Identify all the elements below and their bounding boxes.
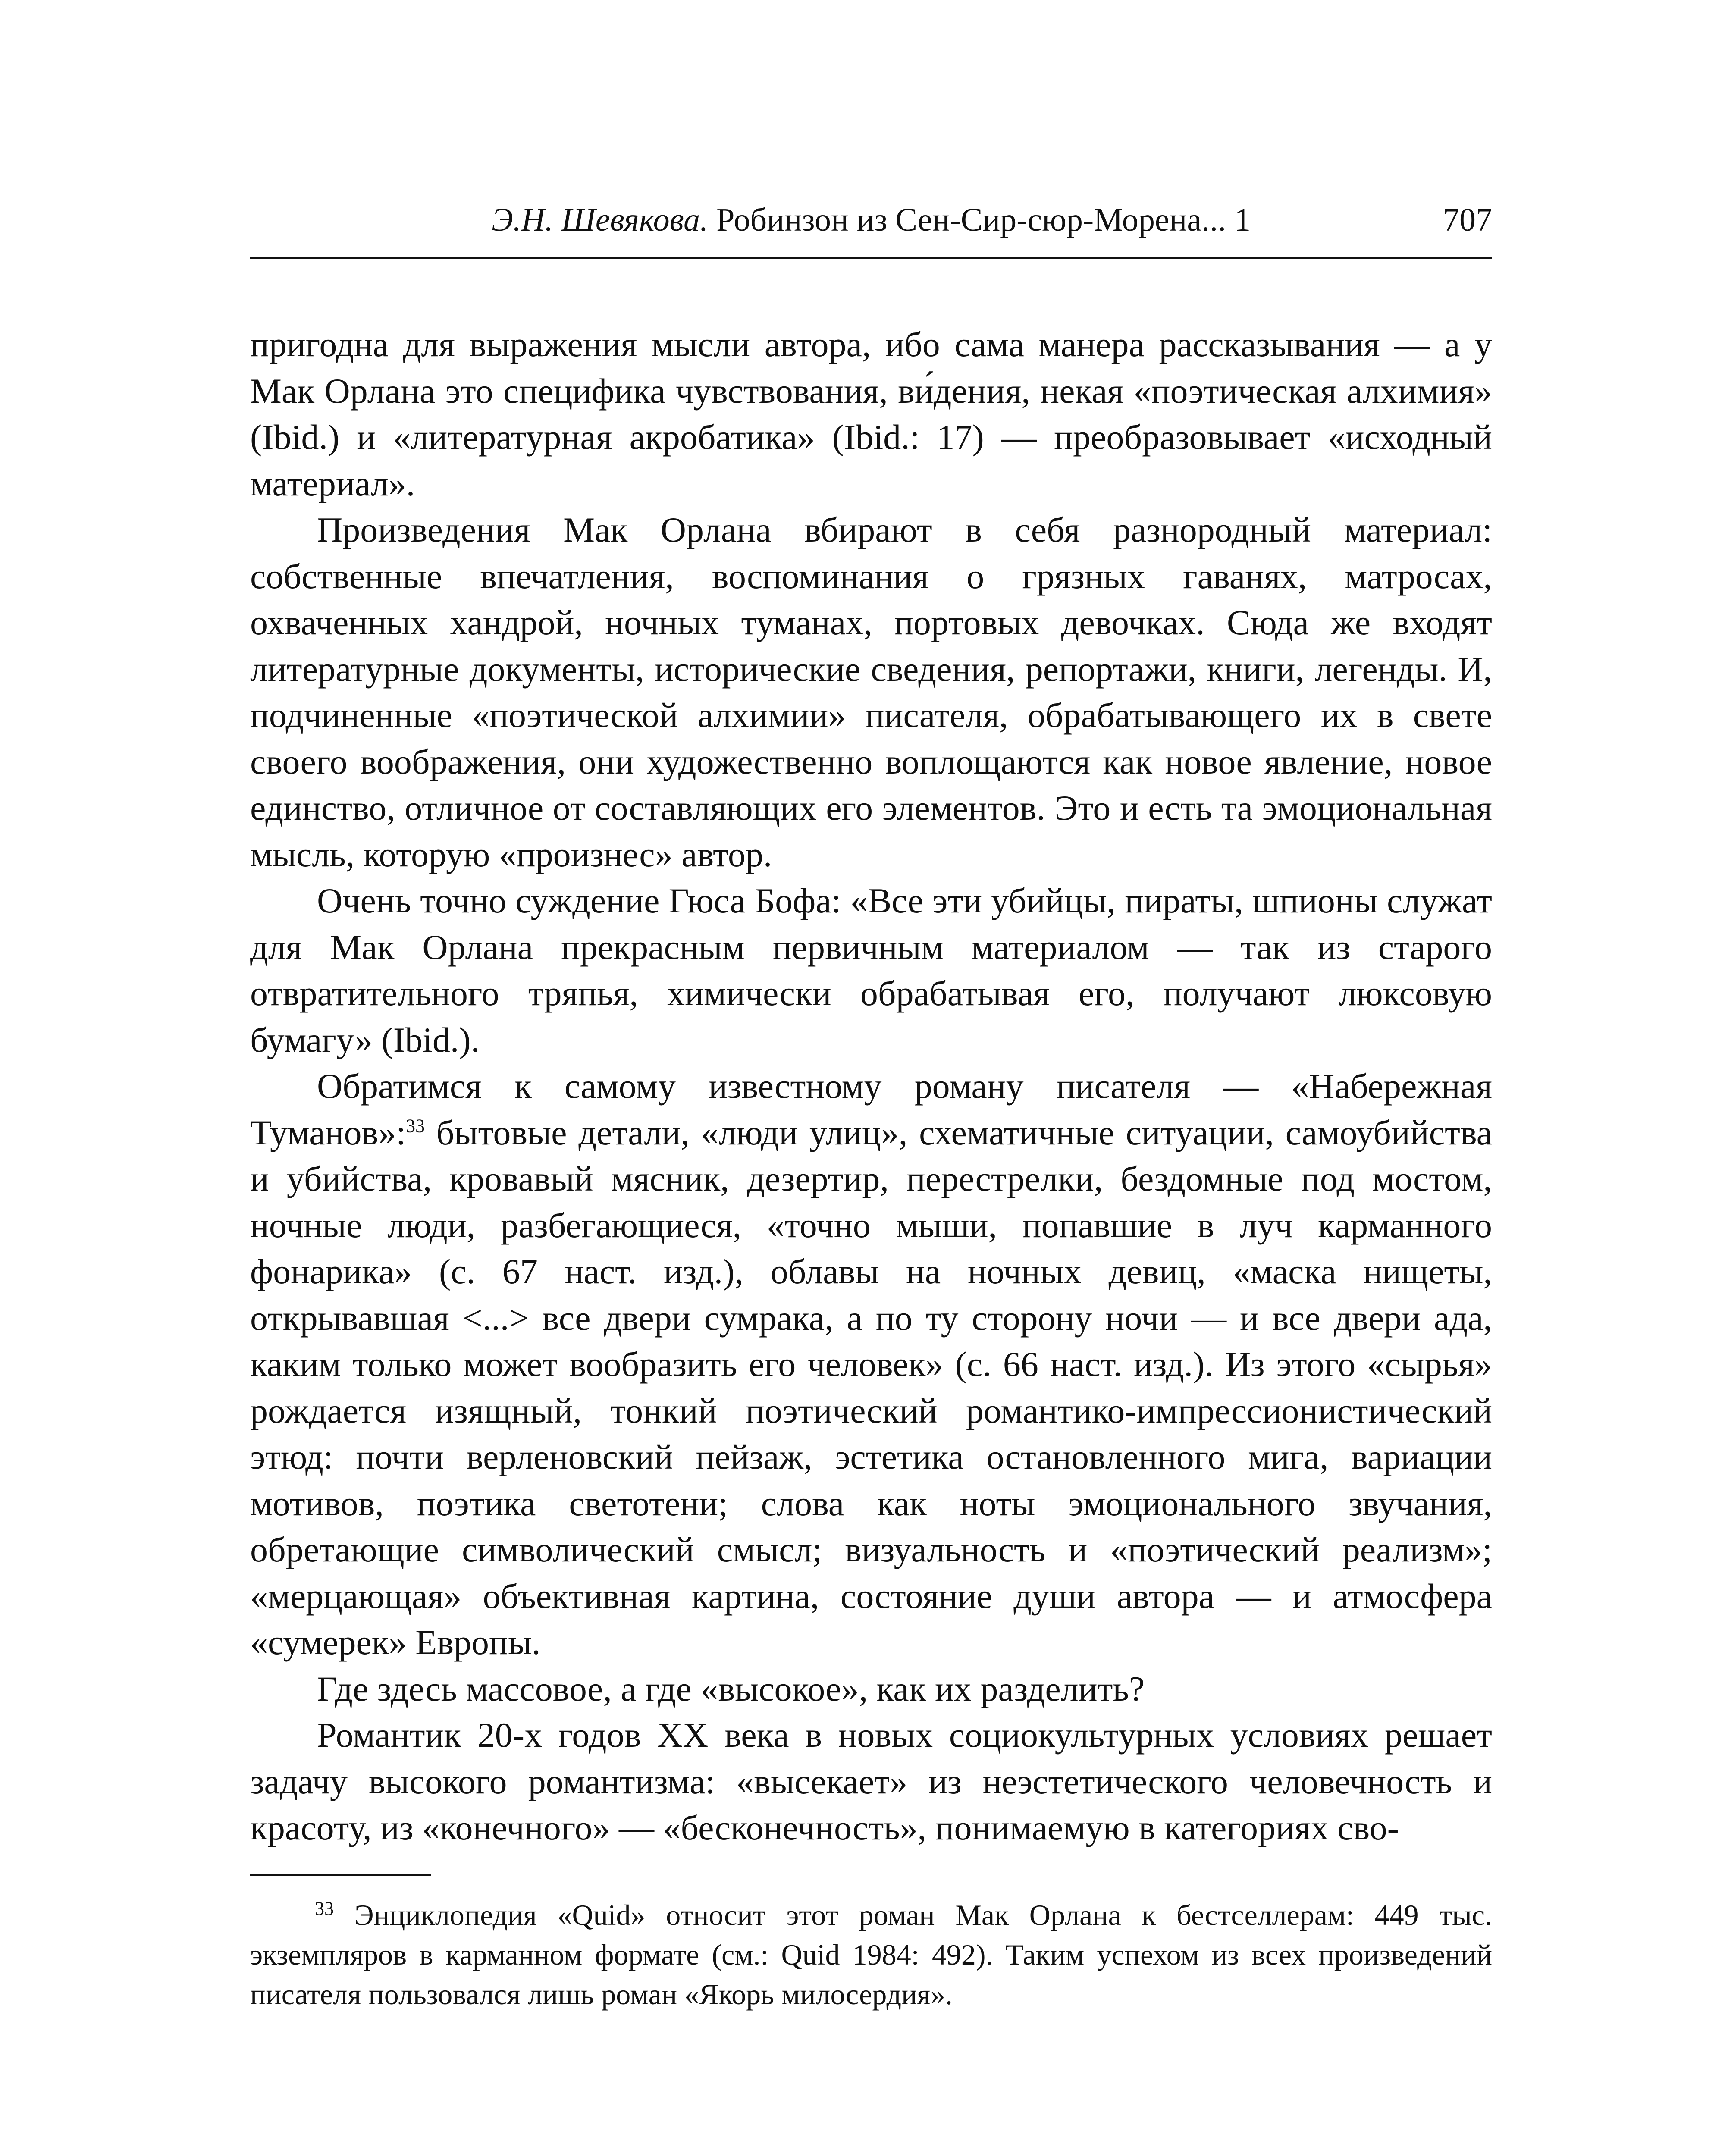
paragraph-4-rest: бытовые детали, «люди улиц», схематичные ситуации, самоубийства и убийства, кровавый мясник, дезертир, перестрелки, бездомные под мостом, ночные люди, разбегающиеся, «точно мыши, попавшие в луч карманного фонарика» (с. 67 наст. изд.), облавы на ночных девиц, «маска нищеты, открывавшая <...> все двери сумрака, а по ту сторону ночи — и все двери ада, каким только может вообразить его человек» (с. 66 наст. изд.). Из этого «сырья» рождается изящный, тонкий поэтический романтико-импрессионистический этюд: почти верленовский пейзаж, эстетика остановленного мига, вариации мотивов, поэтика светотени; слова как ноты эмоционального звучания, обретающие символический смысл; визуальность и «поэтический реализм»; «мерцающая» объективная картина, состояние души автора — и атмосфера «сумерек» Европы. [250, 1112, 1492, 1662]
footnote-33 [250, 1895, 1492, 2014]
paragraph-6: Романтик 20-х годов XX века в новых социокультурных условиях решает задачу высокого романтизма: «высекает» из неэстетического человечность и красоту, из «конечного» — «бесконечность», понимаемую в категориях сво- [250, 1715, 1492, 1847]
running-head [492, 196, 1251, 244]
footnote-text: Энциклопедия «Quid» относит этот роман Мак Орлана к бестселлерам: 449 тыс. экземпляров в карманном формате (см.: Quid 1984: 492). Таким успехом из всех произведений писателя пользовался лишь роман «Якорь милосердия». [250, 1899, 1493, 2011]
paragraph-2: Произведения Мак Орлана вбирают в себя разнородный материал: собственные впечатления, воспоминания о грязных гаванях, матросах, охваченных хандрой, ночных туманах, портовых девочках. Сюда же входят литературные документы, исторические сведения, репортажи, книги, легенды. И, подчиненные «поэтической алхимии» писателя, обрабатывающего их в свете своего воображения, они художественно воплощаются как новое явление, новое единство, отличное от составляющих его элементов. Это и есть та эмоциональная мысль, которую «произнес» автор. [250, 510, 1492, 874]
page-header [250, 196, 1492, 259]
paragraph-1: пригодна для выражения мысли автора, ибо сама манера рассказывания — а у Мак Орлана это специфика чувствования, ви́дения, некая «поэтическая алхимия» (Ibid.) и «литературная акробатика» (Ibid.: 17) — преобразовывает «исходный материал». [250, 325, 1492, 503]
main-text [250, 321, 1492, 1851]
footnote-number: 33 [315, 1898, 334, 1919]
page-number: 707 [1443, 202, 1492, 238]
paragraph-4-start: Обратимся к самому известному роману писателя — «Набережная Туманов»: [250, 1066, 1492, 1152]
paragraph-5: Где здесь массовое, а где «высокое», как их разделить? [317, 1669, 1145, 1708]
paragraph-3: Очень точно суждение Гюса Бофа: «Все эти убийцы, пираты, шпионы служат для Мак Орлана прекрасным первичным материалом — так из старого отвратительного тряпья, химически обрабатывая его, получают люксовую бумагу» (Ibid.). [250, 881, 1492, 1059]
footnote-divider [250, 1874, 431, 1876]
running-head-author: Э.Н. Шевякова. [492, 202, 709, 238]
footnote-reference-33: 33 [406, 1115, 425, 1137]
running-head-title: Робинзон из Сен-Сир-сюр-Морена... 1 [716, 202, 1251, 238]
paragraph-4 [250, 1063, 1492, 1666]
